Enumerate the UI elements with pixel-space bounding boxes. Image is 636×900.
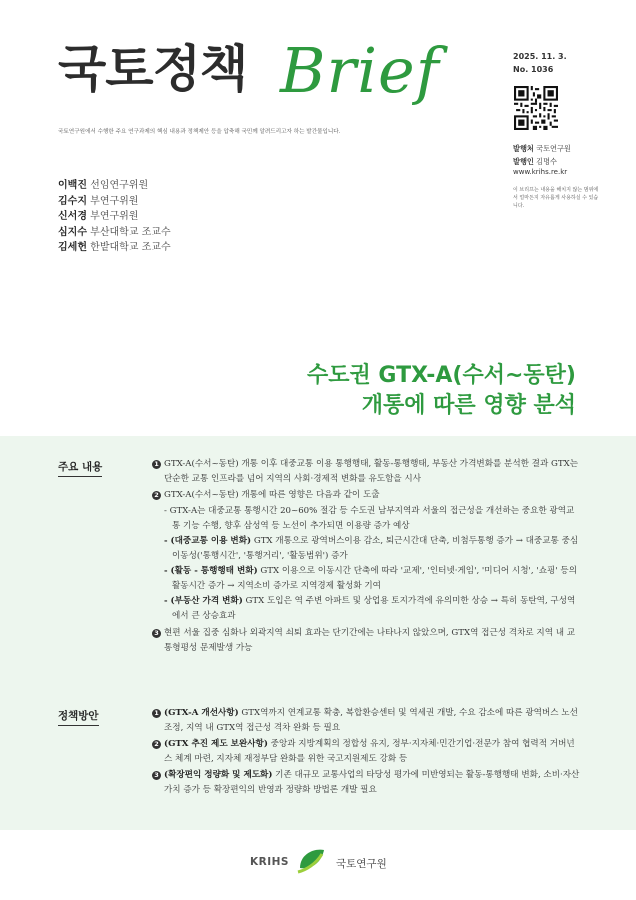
policy-item-heading: (확장편익 정량화 및 제도화)	[164, 770, 273, 780]
issuer-label: 발행인	[513, 157, 534, 166]
subitem-heading: - (부동산 가격 변화)	[164, 596, 243, 606]
author-entry	[58, 178, 171, 194]
summary-item-text: GTX-A(수서~동탄) 개통 이후 대중교통 이용 통행행태, 활동-통행행태, 부동산 가격변화를 분석한 결과 GTX는 단순한 교통 인프라를 넘어 지역의 사회·경제적 변화를 유도함을 시사	[164, 459, 579, 484]
report-title-line-2: 개통에 따른 영향 분석	[361, 393, 576, 418]
issue-number: No. 1036	[513, 65, 554, 74]
publisher-label: 발행처	[513, 144, 534, 153]
summary-item	[152, 488, 582, 503]
author-role: 한밭대학교 조교수	[90, 242, 171, 253]
footer-logo-ko: 국토연구원	[336, 858, 387, 870]
copyright-note: 이 브리프는 내용을 해치지 않는 범위에서 얼마든지 자유롭게 사용하실 수 있습니다.	[513, 187, 599, 209]
summary-subitem	[152, 564, 582, 594]
number-badge: 1	[152, 460, 161, 469]
author-role: 부산대학교 조교수	[90, 226, 171, 238]
subitem-text: - GTX-A는 대중교통 통행시간 20~60% 절감 등 수도권 남부지역과 서울의 접근성을 개선하는 중요한 광역교통 기능 수행, 향후 삼성역 등 노선이 추가되면 이용량 증가 예상	[164, 506, 575, 531]
author-entry	[58, 209, 171, 225]
policy-item-text: 기존 대규모 교통사업의 타당성 평가에 미반영되는 활동-통행행태 변화, 소비·자산가치 증가 등 확장편익의 반영과 정량화 방법론 개발 필요	[164, 770, 580, 795]
author-name: 이백진	[58, 180, 87, 191]
subitem-text: GTX 이용으로 이동시간 단축에 따라 '교제', '인터넷·게임', '미디어 시청', '쇼핑' 등의 활동시간 증가 → 지역소비 증가로 지역경제 활성화 기여	[172, 566, 577, 591]
number-badge: 2	[152, 491, 161, 500]
report-title-line-1: 수도권 GTX-A(수서~동탄)	[307, 363, 576, 388]
author-name: 김수지	[58, 195, 87, 207]
policy-item-heading: (GTX-A 개선사항)	[164, 708, 239, 718]
masthead-title-ko: 국토정책	[58, 40, 248, 98]
subitem-text: GTX 개통으로 광역버스이용 감소, 퇴근시간대 단축, 비첨두통행 증가 → 대중교통 중심 이동성('통행시간', '통행거리', '활동범위') 증가	[172, 536, 579, 561]
number-badge: 1	[152, 709, 161, 718]
summary-item	[152, 626, 582, 656]
author-role: 부연구위원	[90, 195, 139, 207]
author-entry	[58, 240, 171, 256]
masthead-title-en: Brief	[280, 34, 440, 107]
policy-item-text: 중앙과 지방계획의 정합성 유지, 정부·지자체·민간기업·전문가 참여 협력적 거버넌스 체계 마련, 지자체 재정부담 완화를 위한 국고지원제도 강화 등	[164, 739, 575, 764]
subitem-text: GTX 도입은 역 주변 아파트 및 상업용 토지가격에 유의미한 상승 → 특히 동탄역, 구성역에서 큰 상승효과	[172, 596, 576, 621]
krihs-leaf-icon	[296, 846, 328, 876]
policy-item-heading: (GTX 추진 제도 보완사항)	[164, 739, 268, 749]
section-label-summary: 주요 내용	[58, 459, 102, 477]
policy-item	[152, 768, 582, 798]
policy-item	[152, 737, 582, 767]
policy-body	[152, 706, 582, 799]
author-entry	[58, 194, 171, 210]
author-name: 심지수	[58, 226, 87, 238]
author-role: 부연구위원	[90, 211, 139, 222]
summary-subitem	[152, 504, 582, 534]
author-name: 신서경	[58, 211, 87, 222]
author-name: 김세헌	[58, 242, 87, 253]
summary-subitem	[152, 594, 582, 624]
summary-item-text: 현편 서울 집중 심화나 외곽지역 쇠퇴 효과는 단기간에는 나타나지 않았으며, GTX역 접근성 격차로 지역 내 교통형평성 문제발생 가능	[164, 628, 576, 653]
issuer-value: 김명수	[536, 157, 557, 166]
masthead-tagline: 국토연구원에서 수행한 주요 연구과제의 핵심 내용과 정책제안 등을 압축해 국민께 알려드리고자 하는 발간물입니다.	[58, 129, 341, 135]
summary-subitem	[152, 534, 582, 564]
author-entry	[58, 225, 171, 241]
number-badge: 3	[152, 771, 161, 780]
issue-date: 2025. 11. 3.	[513, 52, 567, 61]
summary-item-text: GTX-A(수서~동탄) 개통에 따른 영향은 다음과 같이 도출	[164, 490, 380, 500]
policy-item	[152, 706, 582, 736]
summary-item	[152, 457, 582, 487]
number-badge: 2	[152, 740, 161, 749]
subitem-heading: - (대중교통 이용 변화)	[164, 536, 252, 546]
footer-logo-en: KRIHS	[250, 856, 289, 868]
policy-item-text: GTX역까지 연계교통 확충, 복합환승센터 및 역세권 개발, 수요 감소에 따른 광역버스 노선 조정, 지역 내 GTX역 접근성 격차 완화 등 필요	[164, 708, 578, 733]
author-list	[58, 178, 171, 256]
number-badge: 3	[152, 629, 161, 638]
subitem-heading: - (활동 - 통행행태 변화)	[164, 566, 258, 576]
publisher-value: 국토연구원	[536, 144, 571, 153]
summary-body	[152, 457, 582, 657]
publisher-info	[513, 142, 571, 168]
qr-code-icon[interactable]	[514, 86, 558, 130]
website-link[interactable]: www.krihs.re.kr	[513, 168, 568, 176]
section-label-policy: 정책방안	[58, 708, 99, 726]
author-role: 선임연구위원	[90, 180, 149, 191]
